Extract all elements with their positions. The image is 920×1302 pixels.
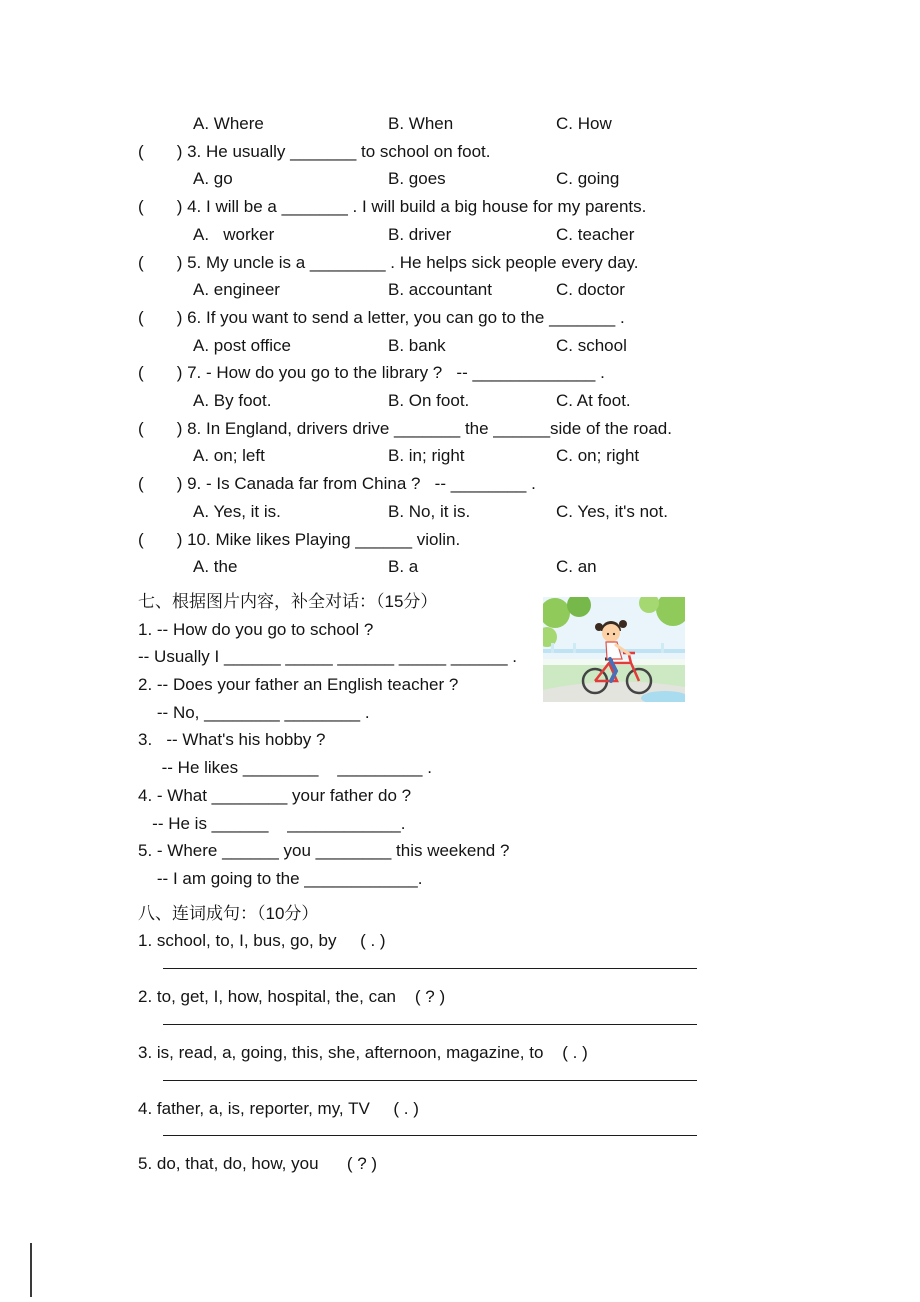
question-line: ( ) 6. If you want to send a letter, you can go to the _______ . xyxy=(138,307,625,327)
option-b: B. On foot. xyxy=(388,391,470,411)
dialogue-line: -- He likes ________ _________ . xyxy=(138,758,432,778)
rearrange-item: 3. is, read, a, going, this, she, afternoon, magazine, to ( . ) xyxy=(138,1042,588,1062)
options-row xyxy=(138,276,890,304)
options-row xyxy=(138,387,890,415)
question-line: ( ) 8. In England, drivers drive _______ the ______side of the road. xyxy=(138,418,672,438)
option-a: A. on; left xyxy=(193,446,265,466)
option-b: B. driver xyxy=(388,224,452,244)
rearrange-item: 2. to, get, I, how, hospital, the, can ( ? ) xyxy=(138,987,446,1007)
dialogue-line: -- He is ______ ____________. xyxy=(138,813,406,833)
option-a: A. post office xyxy=(193,335,291,355)
dialogue-line: 3. -- What's his hobby ? xyxy=(138,730,326,750)
option-b: B. goes xyxy=(388,169,446,189)
multiple-choice-section xyxy=(138,110,890,581)
dialogue-line: 1. -- How do you go to school ? xyxy=(138,619,374,639)
option-a: A. engineer xyxy=(193,280,280,300)
option-b: B. a xyxy=(388,557,419,577)
question-line: ( ) 9. - Is Canada far from China ? -- ________ . xyxy=(138,474,536,494)
option-a: A. By foot. xyxy=(193,391,272,411)
option-c: C. How xyxy=(556,114,612,133)
option-a: A. worker xyxy=(193,224,275,244)
dialogue-line: 4. - What ________ your father do ? xyxy=(138,785,412,805)
answer-line xyxy=(163,1135,697,1136)
option-a: A. go xyxy=(193,169,233,189)
girl-on-bicycle-illustration xyxy=(543,597,685,702)
question-line: ( ) 5. My uncle is a ________ . He helps sick people every day. xyxy=(138,252,639,272)
options-row xyxy=(138,221,890,249)
girl-head xyxy=(602,624,620,642)
option-b: B. accountant xyxy=(388,280,492,300)
option-b: B. in; right xyxy=(388,446,465,466)
options-row xyxy=(138,442,890,470)
question-line: ( ) 10. Mike likes Playing ______ violin. xyxy=(138,529,461,549)
option-c: C. on; right xyxy=(556,446,640,466)
answer-line xyxy=(163,1024,697,1025)
option-c: C. an xyxy=(556,557,597,577)
answer-line xyxy=(163,1080,697,1081)
option-c: C. Yes, it's not. xyxy=(556,501,668,521)
option-a: A. Where xyxy=(193,114,264,133)
rearrange-item: 4. father, a, is, reporter, my, TV ( . ) xyxy=(138,1098,419,1118)
option-c: C. doctor xyxy=(556,280,625,300)
question-line: ( ) 4. I will be a _______ . I will build a big house for my parents. xyxy=(138,197,647,217)
rearrange-item: 1. school, to, I, bus, go, by ( . ) xyxy=(138,931,386,951)
section-heading: 七、根据图片内容，补全对话：（15分） xyxy=(138,591,438,611)
option-c: C. school xyxy=(556,335,627,355)
dialogue-line: -- Usually I ______ _____ ______ _____ ______ . xyxy=(138,647,518,667)
option-a: A. the xyxy=(193,557,238,577)
scan-artifact-line xyxy=(30,1243,32,1297)
dialogue-line: -- No, ________ ________ . xyxy=(138,702,370,722)
options-row xyxy=(138,332,890,360)
options-row xyxy=(138,553,890,581)
option-b: B. No, it is. xyxy=(388,501,471,521)
dialogue-line: 5. - Where ______ you ________ this weekend ? xyxy=(138,841,510,861)
options-row xyxy=(138,498,890,526)
question-line: ( ) 3. He usually _______ to school on foot. xyxy=(138,141,491,161)
section-heading: 八、连词成句：（10分） xyxy=(138,903,319,923)
question-line: ( ) 7. - How do you go to the library ? -- _____________ . xyxy=(138,363,605,383)
dialogue-line: -- I am going to the ____________. xyxy=(138,868,423,888)
options-row xyxy=(138,110,890,138)
option-c: C. At foot. xyxy=(556,391,631,411)
dialogue-section xyxy=(138,588,890,893)
option-c: C. teacher xyxy=(556,224,635,244)
rearrange-item: 5. do, that, do, how, you ( ? ) xyxy=(138,1154,378,1174)
rearrange-section xyxy=(138,900,890,1178)
answer-line xyxy=(163,968,697,969)
dialogue-line: 2. -- Does your father an English teacher ? xyxy=(138,675,459,695)
option-b: B. bank xyxy=(388,335,446,355)
option-b: B. When xyxy=(388,114,454,133)
option-c: C. going xyxy=(556,169,620,189)
option-a: A. Yes, it is. xyxy=(193,501,281,521)
options-row xyxy=(138,165,890,193)
